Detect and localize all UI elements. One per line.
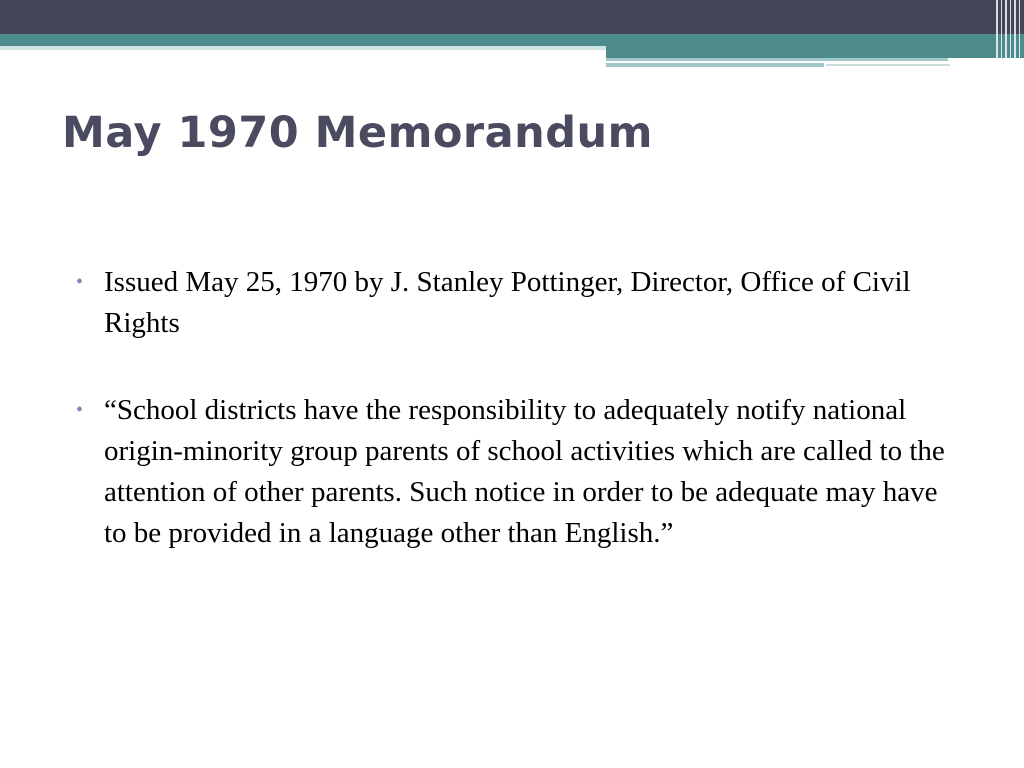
header-band-block <box>606 46 1024 58</box>
header-band-teal <box>0 34 1024 46</box>
header-thin-line <box>606 63 824 67</box>
header-vertical-stripes <box>994 0 1024 70</box>
bullet-icon: • <box>76 271 84 293</box>
header-band-dark <box>0 0 1024 34</box>
bullet-text: Issued May 25, 1970 by J. Stanley Pottinger, Director, Office of Civil Rights <box>104 266 911 339</box>
header-thin-line <box>826 64 950 66</box>
bullet-item <box>76 262 956 344</box>
slide-title: May 1970 Memorandum <box>62 108 653 158</box>
bullet-text: “School districts have the responsibility to adequately notify national origin-minority group parents of school activities which are called to the attention of other parents. Such notice in order to be adequate may have to be provided in a language other than English.” <box>104 394 945 549</box>
bullet-item <box>76 390 956 554</box>
header-band-light <box>0 46 606 50</box>
bullet-list <box>76 262 956 600</box>
bullet-icon: • <box>76 399 84 421</box>
header-thin-line <box>606 58 948 61</box>
